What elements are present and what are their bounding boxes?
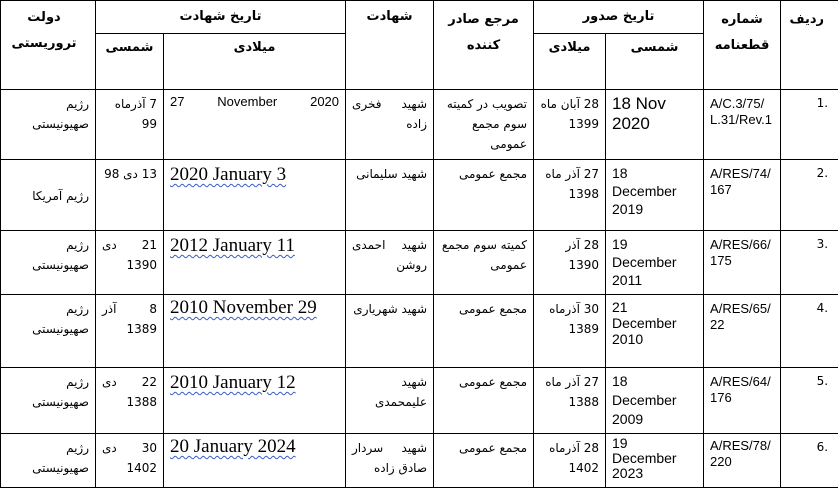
- cell-terrorist-state: رژیم صهیونیستی: [1, 295, 96, 368]
- cell-martyr: شهید شهریاری: [346, 295, 434, 368]
- cell-martyrdom-shamsi: 30 دی 1402: [96, 434, 164, 488]
- cell-row-no: .2: [781, 160, 838, 231]
- cell-issuing-body: مجمع عمومی: [434, 295, 534, 368]
- cell-issue-gregorian: 21 December 2010: [606, 295, 704, 368]
- table-row: [1, 295, 838, 368]
- cell-issuing-body: مجمع عمومی: [434, 434, 534, 488]
- cell-row-no: .3: [781, 231, 838, 295]
- cell-terrorist-state: رژیم صهیونیستی: [1, 368, 96, 434]
- cell-martyr: شهید سردار صادق زاده: [346, 434, 434, 488]
- cell-row-no: .6: [781, 434, 838, 488]
- cell-martyr: شهید احمدی روشن: [346, 231, 434, 295]
- header-martyrdom-gregorian: میلادی: [164, 34, 346, 90]
- cell-resolution-no: A/RES/65/22: [704, 295, 781, 368]
- cell-martyrdom-shamsi: 13 دی 98: [96, 160, 164, 231]
- cell-martyrdom-gregorian: 20 January 2024: [164, 434, 346, 488]
- cell-issuing-body: تصویب در کمیته سوم مجمع عمومی: [434, 90, 534, 160]
- cell-issue-gregorian: 19 December 2023: [606, 434, 704, 488]
- cell-resolution-no: A/RES/66/175: [704, 231, 781, 295]
- cell-resolution-no: A/C.3/75/L.31/Rev.1: [704, 90, 781, 160]
- cell-martyrdom-gregorian: 2010 January 12: [164, 368, 346, 434]
- cell-row-no: .5: [781, 368, 838, 434]
- cell-issuing-body: مجمع عمومی: [434, 368, 534, 434]
- cell-row-no: .1: [781, 90, 838, 160]
- cell-issuing-body: مجمع عمومی: [434, 160, 534, 231]
- header-issue-gregorian: میلادی: [534, 34, 606, 90]
- cell-issuing-body: کمیته سوم مجمع عمومی: [434, 231, 534, 295]
- cell-issue-shamsi: 30 آذرماه 1389: [534, 295, 606, 368]
- header-martyrdom-date: تاریخ شهادت: [96, 1, 346, 34]
- cell-issue-shamsi: 27 آذر ماه 1388: [534, 368, 606, 434]
- cell-row-no: .4: [781, 295, 838, 368]
- cell-resolution-no: A/RES/74/167: [704, 160, 781, 231]
- header-row-no: ردیف: [781, 1, 838, 90]
- table-row: [1, 90, 838, 160]
- cell-resolution-no: A/RES/78/220: [704, 434, 781, 488]
- header-issue-date: تاریخ صدور: [534, 1, 704, 34]
- table-row: [1, 231, 838, 295]
- cell-martyrdom-gregorian: 2012 January 11: [164, 231, 346, 295]
- cell-terrorist-state: رژیم صهیونیستی: [1, 434, 96, 488]
- header-terrorist-state: دولت تروریستی: [1, 1, 96, 90]
- cell-issue-gregorian: 18 Nov 2020: [606, 90, 704, 160]
- cell-martyr: شهید علیمحمدی: [346, 368, 434, 434]
- header-resolution-no: شماره قطعنامه: [704, 1, 781, 90]
- cell-issue-shamsi: 28 آذرماه 1402: [534, 434, 606, 488]
- header-row-1: [1, 1, 838, 34]
- header-issuing-body: مرجع صادر کننده: [434, 1, 534, 90]
- table-row: [1, 368, 838, 434]
- header-martyr: شهادت: [346, 1, 434, 90]
- table-row: [1, 434, 838, 488]
- cell-martyrdom-gregorian: 27 November 2020: [164, 90, 346, 160]
- cell-martyrdom-shamsi: 21 دی 1390: [96, 231, 164, 295]
- cell-issue-shamsi: 28 آذر 1390: [534, 231, 606, 295]
- cell-martyrdom-shamsi: 7 آذرماه 99: [96, 90, 164, 160]
- cell-terrorist-state: رژیم آمریکا: [1, 160, 96, 231]
- cell-martyrdom-shamsi: 22 دی 1388: [96, 368, 164, 434]
- cell-resolution-no: A/RES/64/176: [704, 368, 781, 434]
- cell-martyrdom-gregorian: 2010 November 29: [164, 295, 346, 368]
- cell-issue-shamsi: 27 آذر ماه 1398: [534, 160, 606, 231]
- cell-issue-gregorian: 18 December 2009: [606, 368, 704, 434]
- cell-terrorist-state: رژیم صهیونیستی: [1, 90, 96, 160]
- cell-martyr: شهید سلیمانی: [346, 160, 434, 231]
- cell-terrorist-state: رژیم صهیونیستی: [1, 231, 96, 295]
- table-row: [1, 160, 838, 231]
- cell-martyr: شهید فخری زاده: [346, 90, 434, 160]
- cell-martyrdom-shamsi: 8 آذر 1389: [96, 295, 164, 368]
- cell-issue-gregorian: 19 December 2011: [606, 231, 704, 295]
- cell-martyrdom-gregorian: 2020 January 3: [164, 160, 346, 231]
- cell-issue-gregorian: 18 December 2019: [606, 160, 704, 231]
- header-issue-shamsi: شمسی: [606, 34, 704, 90]
- cell-issue-shamsi: 28 آبان ماه 1399: [534, 90, 606, 160]
- header-martyrdom-shamsi: شمسی: [96, 34, 164, 90]
